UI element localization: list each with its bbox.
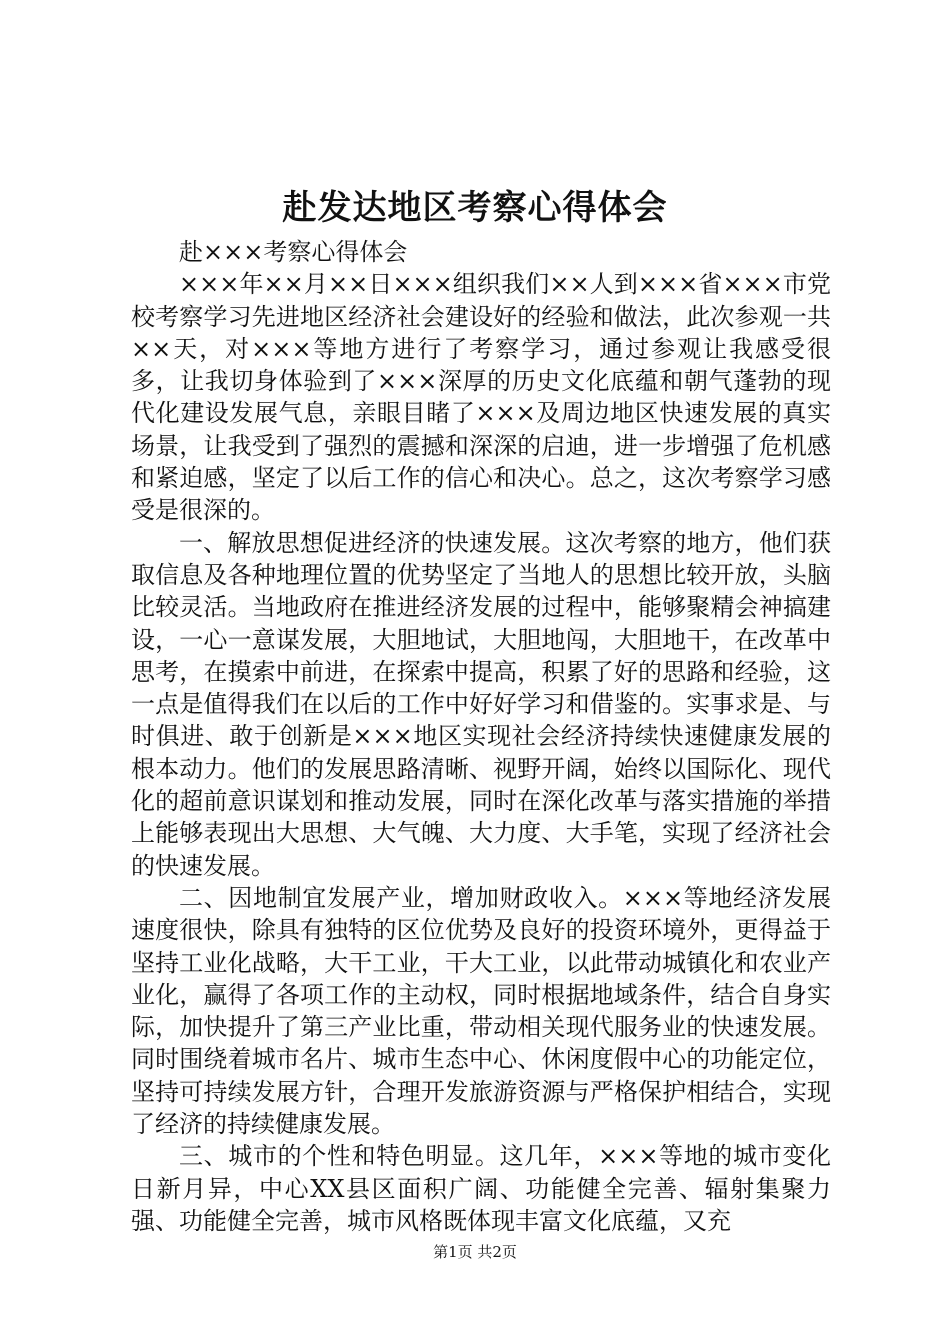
document-body xyxy=(131,236,831,1237)
document-title: 赴发达地区考察心得体会 xyxy=(282,188,668,228)
page-footer: 第1页 共2页 xyxy=(433,1243,517,1261)
paragraph-subtitle: 赴×××考察心得体会 xyxy=(179,238,408,266)
paragraph-section-2: 二、因地制宜发展产业，增加财政收入。×××等地经济发展速度很快，除具有独特的区位优势及良好的投资环境外，更得益于坚持工业化战略，大干工业，干大工业，以此带动城镇化和农业产业化，赢得了各项工作的主动权，同时根据地域条件，结合自身实际，加快提升了第三产业比重，带动相关现代服务业的快速发展。同时围绕着城市名片、城市生态中心、休闲度假中心的功能定位，坚持可持续发展方针，合理开发旅游资源与严格保护相结合，实现了经济的持续健康发展。 xyxy=(131,883,831,1139)
paragraph-intro: ×××年××月××日×××组织我们××人到×××省×××市党校考察学习先进地区经济社会建设好的经验和做法，此次参观一共××天，对×××等地方进行了考察学习，通过参观让我感受很多，让我切身体验到了×××深厚的历史文化底蕴和朝气蓬勃的现代化建设发展气息，亲眼目睹了×××及周边地区快速发展的真实场景，让我受到了强烈的震撼和深深的启迪，进一步增强了危机感和紧迫感，坚定了以后工作的信心和决心。总之，这次考察学习感受是很深的。 xyxy=(131,270,831,525)
paragraph-section-3: 三、城市的个性和特色明显。这几年，×××等地的城市变化日新月异，中心XX县区面积广阔、功能健全完善、辐射集聚力强、功能健全完善，城市风格既体现丰富文化底蕴，又充 xyxy=(131,1142,831,1235)
paragraph-section-1: 一、解放思想促进经济的快速发展。这次考察的地方，他们获取信息及各种地理位置的优势坚定了当地人的思想比较开放，头脑比较灵活。当地政府在推进经济发展的过程中，能够聚精会神搞建设，一心一意谋发展，大胆地试，大胆地闯，大胆地干，在改革中思考，在摸索中前进，在探索中提高，积累了好的思路和经验，这一点是值得我们在以后的工作中好好学习和借鉴的。实事求是、与时俱进、敢于创新是×××地区实现社会经济持续快速健康发展的根本动力。他们的发展思路清晰、视野开阔，始终以国际化、现代化的超前意识谋划和推动发展，同时在深化改革与落实措施的举措上能够表现出大思想、大气魄、大力度、大手笔，实现了经济社会的快速发展。 xyxy=(131,528,831,880)
